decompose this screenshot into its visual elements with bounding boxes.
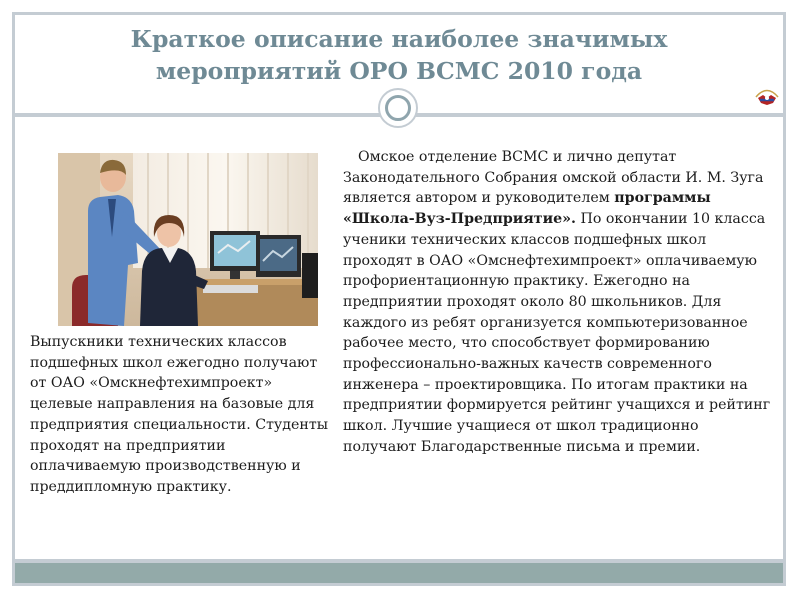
left-paragraph: Выпускники технических классов подшефных школ ежегодно получают от ОАО «Омскнефтехимпроект» целевые направления на базовые для предприятия специальности. Студенты проходят на предприятии оплачиваемую производственную и преддипломную практику. (30, 334, 328, 495)
program-name: программы «Школа-Вуз-Предприятие». (343, 190, 711, 228)
right-paragraph-rest: По окончании 10 класса ученики технических классов подшефных школ проходят в ОАО «Омснефтехимпроект» оплачиваемую профориентационную практику. Ежегодно на предприятии проходят около 80 школьников. Для каждого из ребят организуется компьютеризованное рабочее место, что способствует формированию профессионально-важных качеств современного инженера – проектировщика. По итогам практики на предприятии формируется рейтинг учащихся и рейтинг школ. Лучшие учащиеся от школ традиционно получают Благодарственные письма и премии. (343, 211, 771, 455)
bottom-bar (15, 563, 783, 583)
organization-logo-icon (754, 86, 780, 108)
right-paragraph-intro: Омское отделение ВСМС и лично депутат Законодательного Собрания омской области И. М. Зуга является автором и руководителем (343, 149, 764, 207)
students-at-computers-photo (58, 153, 318, 326)
title-line-2: мероприятий ОРО ВСМС 2010 года (155, 57, 643, 85)
title-line-1: Краткое описание наиболее значимых (130, 25, 668, 53)
right-paragraph (343, 147, 775, 458)
slide-title (15, 23, 783, 87)
circle-ornament-icon (378, 88, 418, 128)
